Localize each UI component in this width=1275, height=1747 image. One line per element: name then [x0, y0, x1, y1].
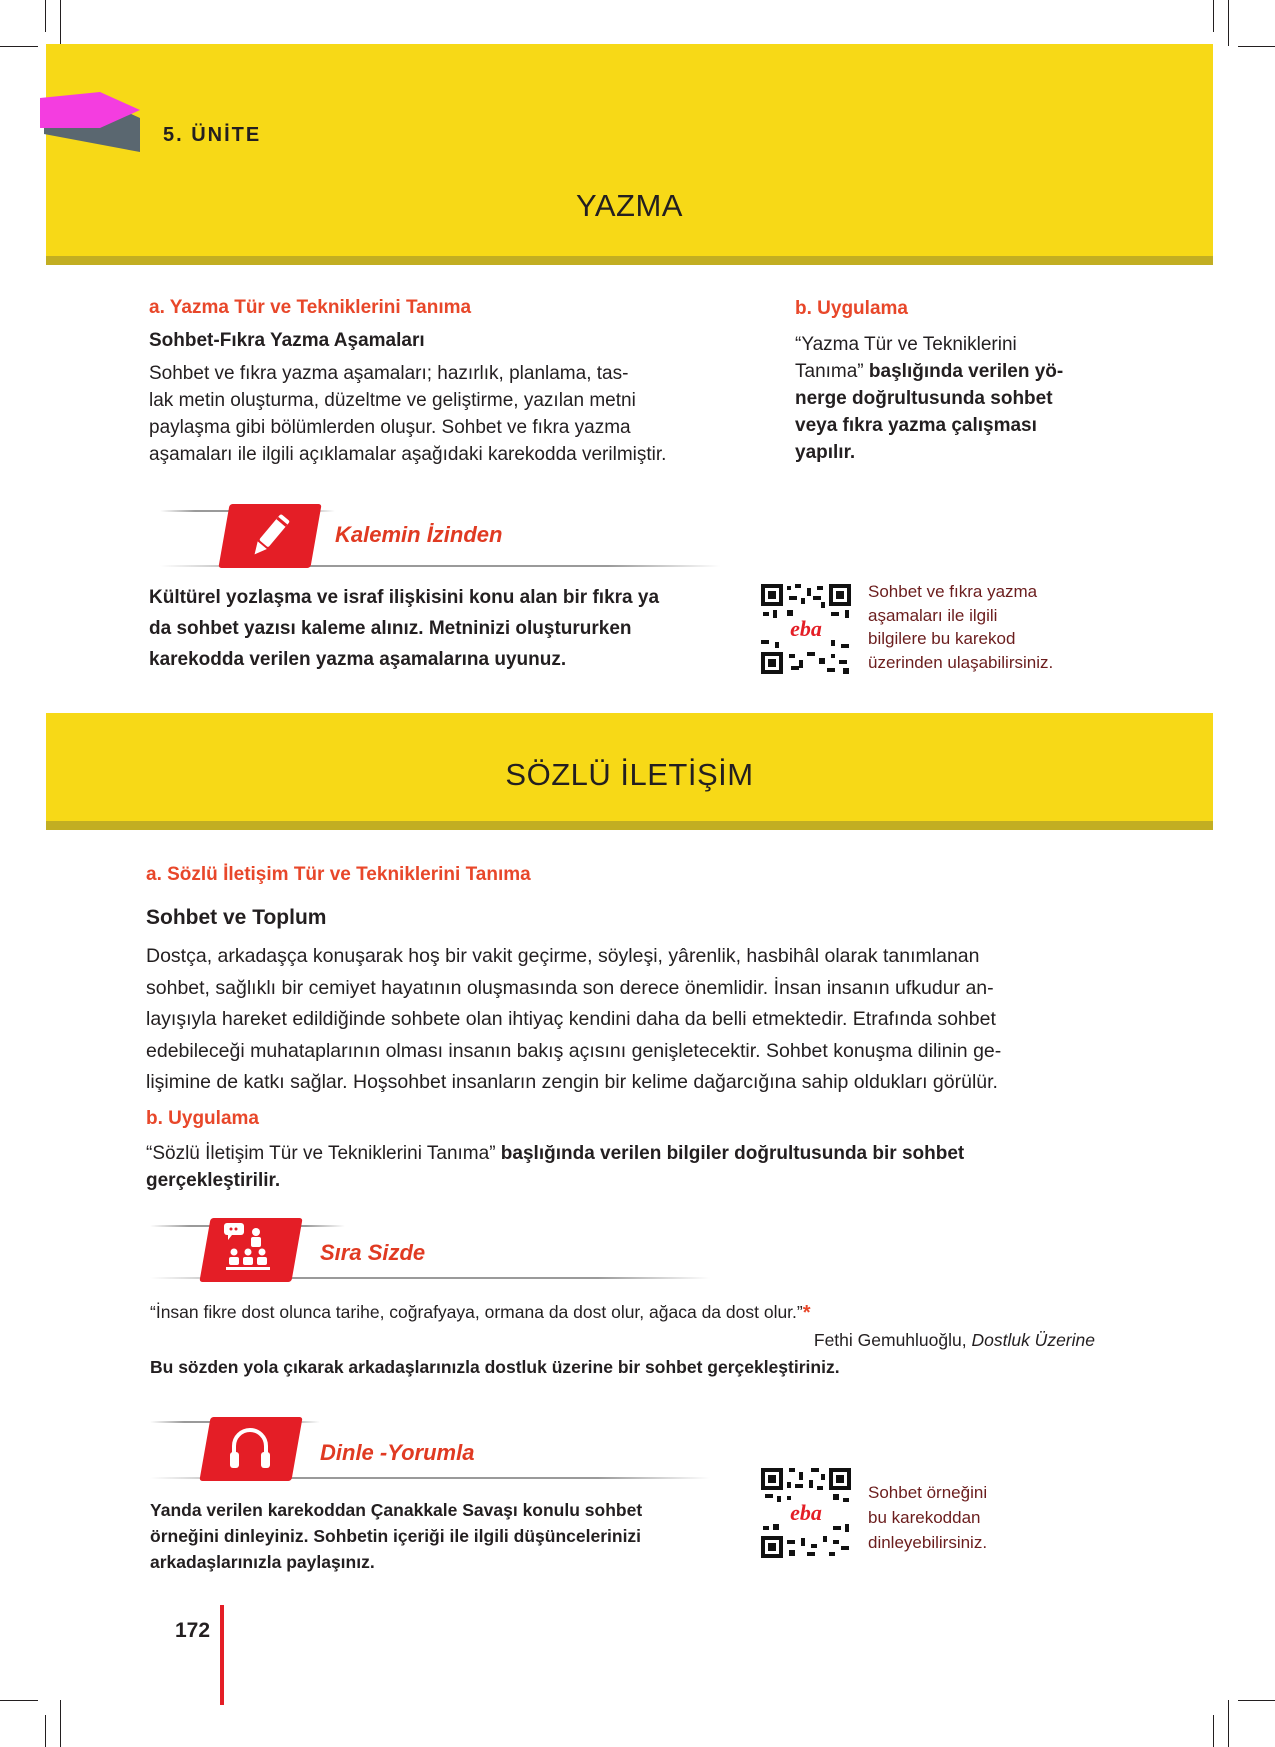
body-line: paylaşma gibi bölümlerden oluşur. Sohbet ve fıkra yazma: [149, 417, 631, 438]
body-line: gerçekleştirilir.: [146, 1170, 281, 1191]
page-number: 172: [175, 1619, 211, 1642]
footnote-asterisk: *: [802, 1302, 811, 1324]
crop-mark: [1213, 0, 1214, 32]
body-line: aşamaları ile ilgili açıklamalar aşağıdaki karekodda verilmiştir.: [149, 444, 667, 465]
band-shadow: [46, 821, 1213, 830]
crop-mark: [45, 0, 46, 32]
caption-line: aşamaları ile ilgili: [868, 605, 998, 625]
caption-line: bu karekoddan: [868, 1508, 981, 1527]
activity-label-kalemin: Kalemin İzinden: [335, 522, 503, 547]
body-line: veya fıkra yazma çalışması: [795, 415, 1037, 436]
quote-attribution: [814, 1330, 1095, 1351]
qr-caption: [868, 580, 1053, 674]
crop-mark: [60, 0, 61, 46]
group-discussion-icon: [220, 1220, 280, 1278]
text-plain: “Sözlü İletişim Tür ve Tekniklerini Tanıma”: [146, 1143, 501, 1164]
dinle-body: [150, 1497, 710, 1575]
yazma-b-heading: b. Uygulama: [795, 298, 908, 319]
work-title: Dostluk Üzerine: [971, 1330, 1095, 1350]
caption-line: üzerinden ulaşabilirsiniz.: [868, 652, 1054, 672]
author-name: Fethi Gemuhluoğlu,: [813, 1330, 972, 1350]
qr-code-icon[interactable]: [761, 584, 851, 674]
crop-mark: [1228, 0, 1229, 46]
crop-mark: [1228, 1700, 1229, 1747]
body-line: örneğini dinleyiniz. Sohbetin içeriği ile ilgili düşüncelerinizi: [150, 1526, 642, 1546]
sira-sizde-instruction: Bu sözden yola çıkarak arkadaşlarınızla dostluk üzerine bir sohbet gerçekleştiriniz.: [150, 1357, 840, 1377]
caption-line: bilgilere bu karekod: [868, 629, 1016, 648]
crop-mark: [1213, 1715, 1214, 1747]
body-line: lak metin oluşturma, düzeltme ve geliştirme, yazılan metni: [149, 390, 636, 411]
text-bold: başlığında verilen yö-: [868, 361, 1064, 382]
crop-mark: [1238, 46, 1275, 47]
body-line: [795, 358, 1095, 385]
qr-caption: [868, 1480, 987, 1555]
yazma-a-subheading: Sohbet-Fıkra Yazma Aşamaları: [149, 330, 425, 351]
kalemin-body: [149, 582, 739, 675]
sozlu-b-heading: b. Uygulama: [146, 1108, 259, 1129]
activity-label-dinle: Dinle -Yorumla: [320, 1440, 475, 1465]
body-line: layışıyla hareket edildiğinde sohbete olan ihtiyaç kendini daha da belli etmektedir. Etrafında sohbet: [146, 1008, 996, 1030]
caption-line: Sohbet örneğini: [868, 1483, 988, 1502]
text-bold: başlığında verilen bilgiler doğrultusunda bir sohbet: [500, 1143, 965, 1164]
band-shadow: [46, 256, 1213, 265]
text-plain: Tanıma”: [795, 361, 869, 382]
quote-text: “İnsan fikre dost olunca tarihe, coğrafyaya, ormana da dost olur, ağaca da dost olur.”: [150, 1302, 803, 1322]
section-title-sozlu: SÖZLÜ İLETİŞİM: [505, 757, 754, 792]
body-line: da sohbet yazısı kaleme alınız. Metninizi oluştururken: [149, 618, 632, 639]
sozlu-b-body: [146, 1140, 1106, 1194]
body-line: yapılır.: [795, 442, 856, 463]
body-line: lişimine de katkı sağlar. Hoşsohbet insanların zengin bir kelime dağarcığına sahip oldukları görülür.: [146, 1071, 998, 1093]
body-line: Sohbet ve fıkra yazma aşamaları; hazırlık, planlama, tas-: [149, 363, 629, 384]
section-title-yazma: YAZMA: [576, 188, 683, 223]
body-line: sohbet, sağlıklı bir cemiyet hayatının oluşmasında son derece önemlidir. İnsan insanın ufkudur an-: [146, 976, 994, 999]
sozlu-a-subheading: Sohbet ve Toplum: [146, 906, 327, 929]
page-number-rule: [220, 1605, 224, 1705]
headphones-icon: [222, 1420, 278, 1478]
svg-text:eba: eba: [790, 1500, 822, 1525]
unit-tab-icon: [40, 88, 152, 152]
caption-line: dinleyebilirsiniz.: [868, 1533, 988, 1552]
body-line: karekodda verilen yazma aşamalarına uyunuz.: [149, 649, 567, 670]
qr-code-icon[interactable]: [761, 1468, 851, 1558]
activity-label-sira-sizde: Sıra Sizde: [320, 1240, 426, 1265]
body-line: [146, 1140, 1106, 1167]
body-line: edebileceği muhataplarının olması insanın bakış açısını genişletecektir. Sohbet konuşma dilinin ge-: [146, 1039, 1002, 1062]
sozlu-a-heading: a. Sözlü İletişim Tür ve Tekniklerini Tanıma: [146, 864, 531, 885]
crop-mark: [0, 46, 38, 47]
body-line: Dostça, arkadaşça konuşarak hoş bir vakit geçirme, söyleşi, yârenlik, hasbihâl olarak tanımlanan: [146, 945, 980, 967]
yazma-header-band: [46, 44, 1213, 256]
body-line: nerge doğrultusunda sohbet: [795, 388, 1053, 409]
body-line: arkadaşlarınızla paylaşınız.: [150, 1552, 375, 1572]
body-line: Yanda verilen karekoddan Çanakkale Savaşı konulu sohbet: [150, 1500, 643, 1520]
crop-mark: [0, 1700, 38, 1701]
crop-mark: [45, 1715, 46, 1747]
quote-line: [150, 1302, 811, 1325]
crop-mark: [60, 1700, 61, 1747]
caption-line: Sohbet ve fıkra yazma: [868, 582, 1038, 601]
sozlu-header-band: [46, 713, 1213, 821]
crop-mark: [1238, 1700, 1275, 1701]
body-line: “Yazma Tür ve Tekniklerini: [795, 334, 1017, 355]
yazma-b-body: [795, 331, 1095, 466]
unit-label: 5. ÜNİTE: [163, 124, 262, 146]
svg-text:eba: eba: [790, 616, 822, 641]
yazma-a-heading: a. Yazma Tür ve Tekniklerini Tanıma: [149, 297, 472, 318]
body-line: Kültürel yozlaşma ve israf ilişkisini konu alan bir fıkra ya: [149, 587, 660, 608]
yazma-a-body: [149, 360, 739, 468]
sozlu-a-body: [146, 941, 1106, 1099]
pencil-icon: [240, 508, 300, 564]
